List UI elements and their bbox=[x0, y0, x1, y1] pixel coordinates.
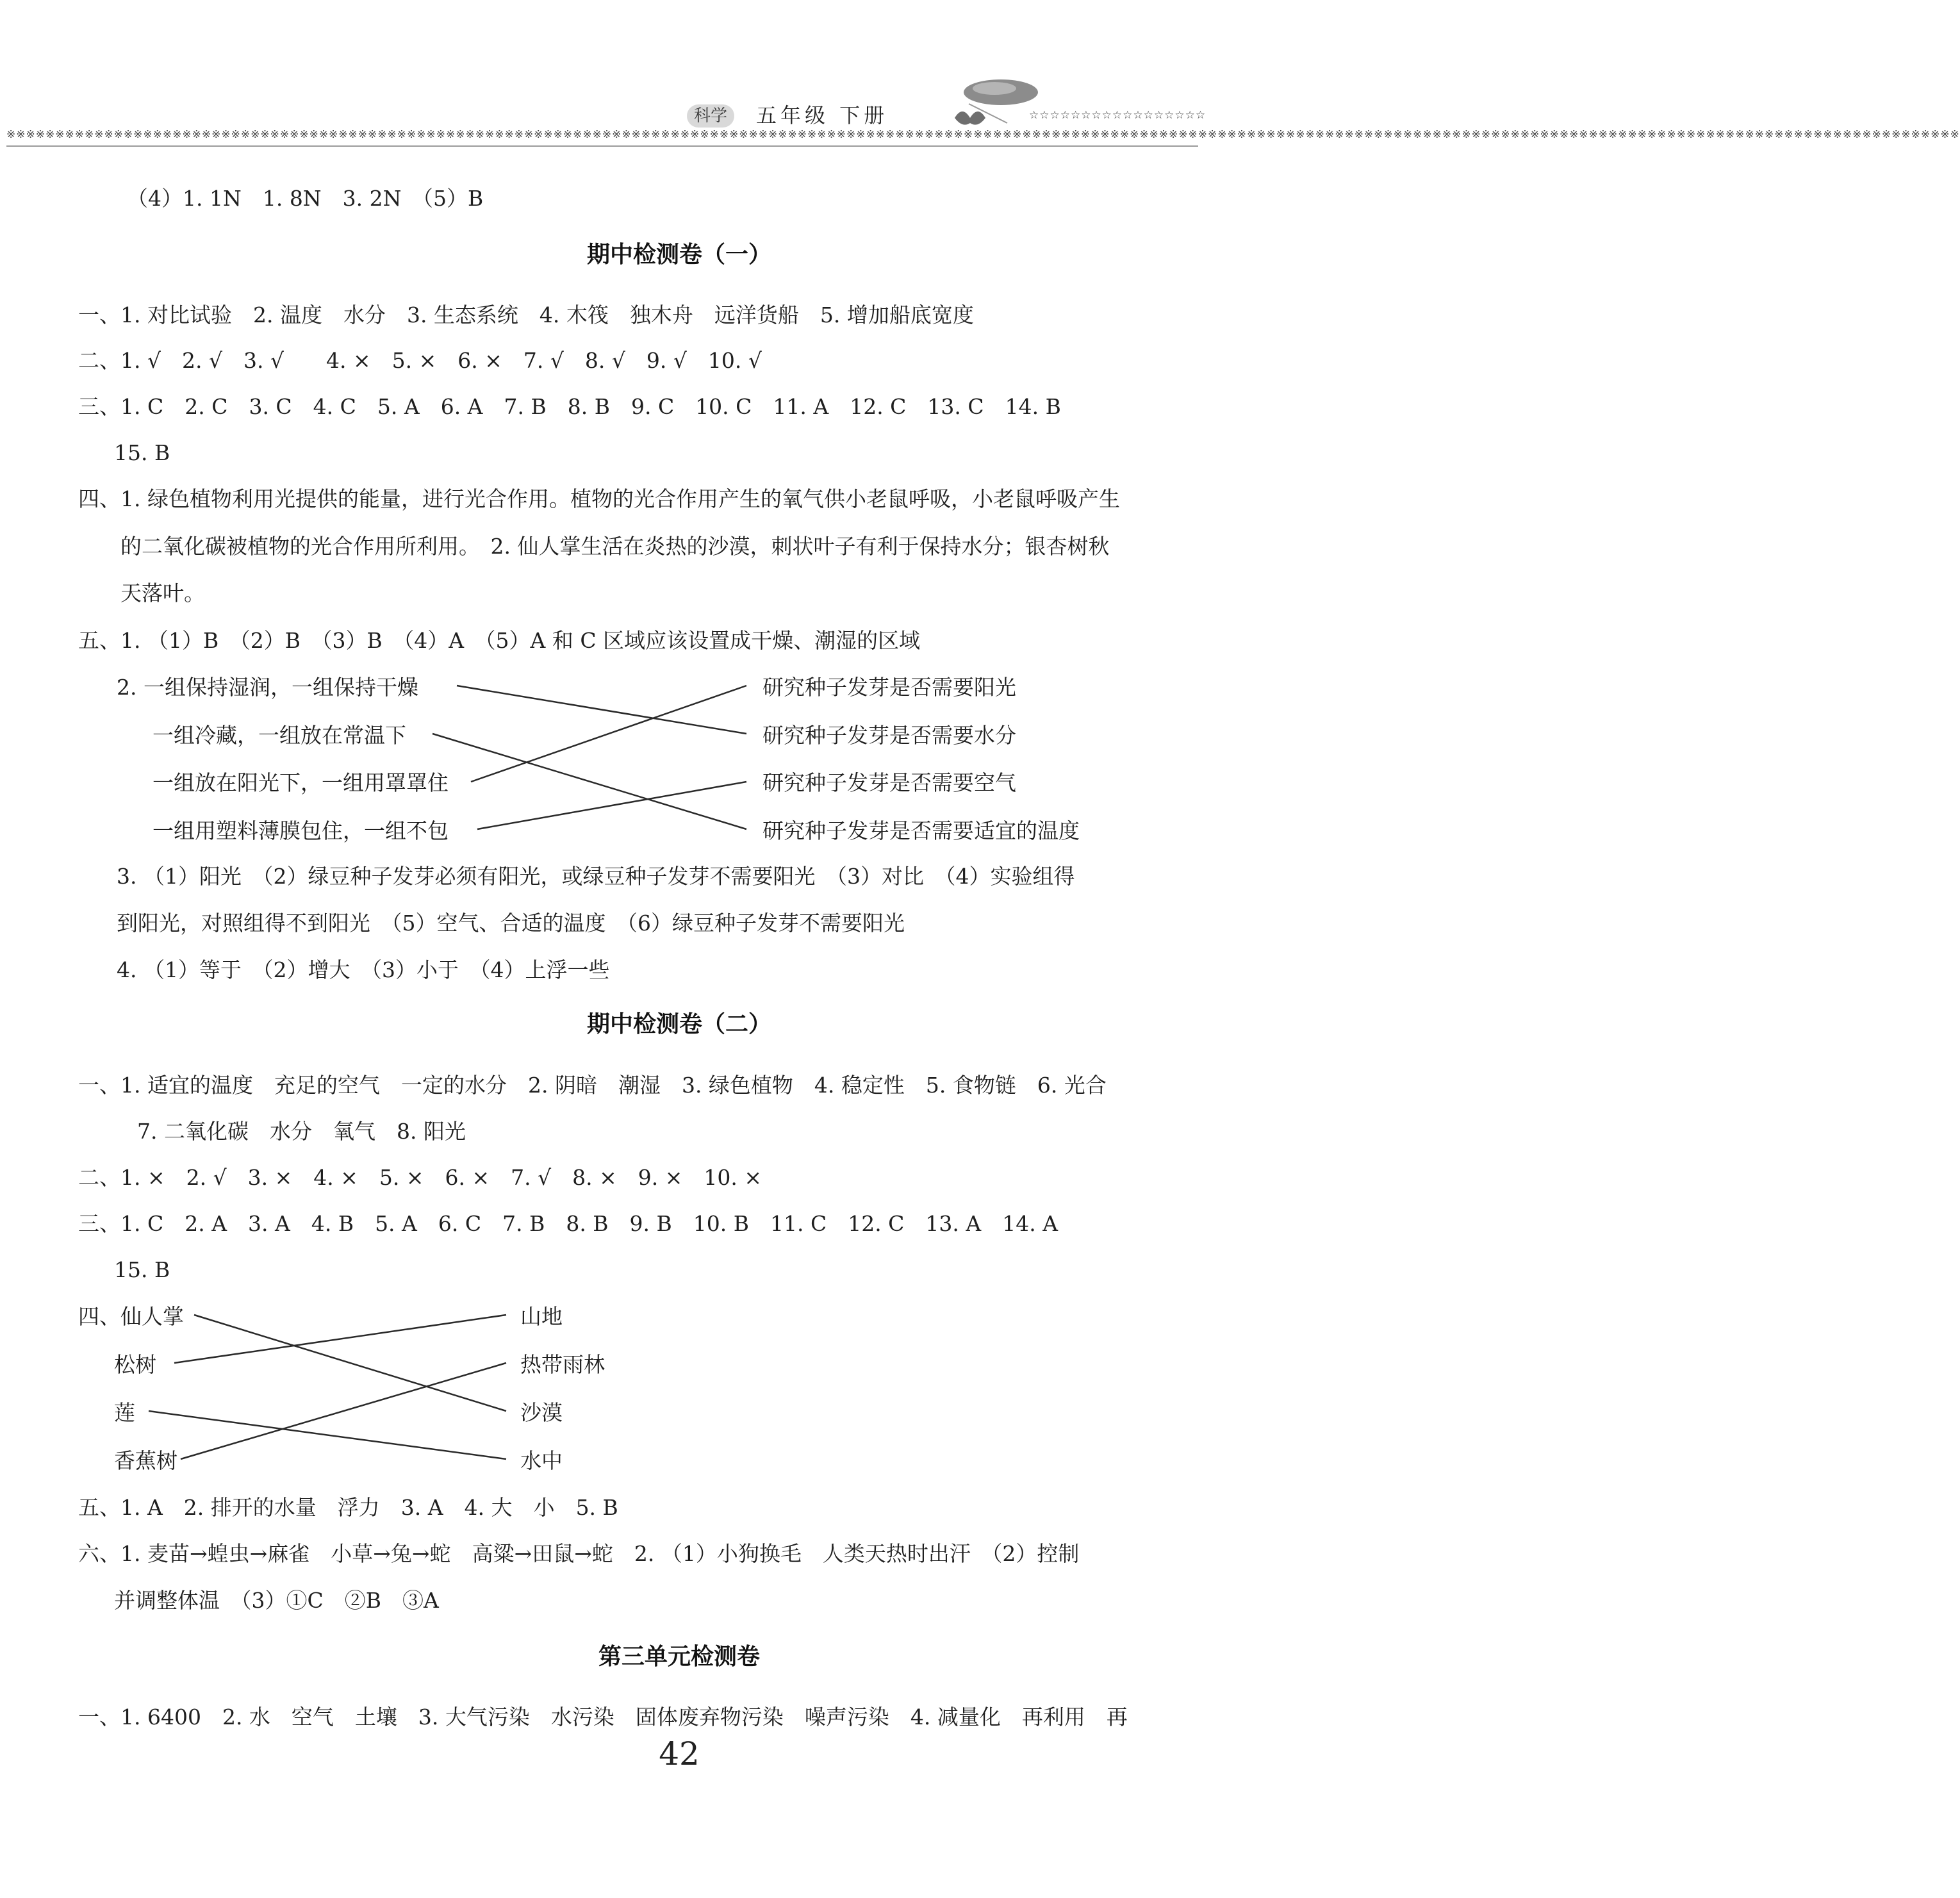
header-divider bbox=[6, 145, 1198, 147]
match-right-item: 研究种子发芽是否需要空气 bbox=[762, 770, 1016, 795]
match-left-item: 松树 bbox=[114, 1352, 156, 1377]
match-line bbox=[471, 686, 746, 782]
answer-line: 到阳光，对照组得不到阳光 （5）空气、合适的温度 （6）绿豆种子发芽不需要阳光 bbox=[117, 911, 905, 936]
answer-line: 的二氧化碳被植物的光合作用所利用。 2. 仙人掌生活在炎热的沙漠，刺状叶子有利于保持水分；银杏树秋 bbox=[120, 534, 1110, 559]
match-line bbox=[181, 1363, 506, 1459]
match-right-item: 水中 bbox=[520, 1448, 563, 1473]
answer-line: 15. B bbox=[114, 440, 170, 465]
answer-line: 3. （1）阳光 （2）绿豆种子发芽必须有阳光，或绿豆种子发芽不需要阳光 （3）对比 （4）实验组得 bbox=[117, 864, 1075, 889]
match-line bbox=[174, 1315, 506, 1363]
match-left-item: 香蕉树 bbox=[114, 1448, 177, 1473]
answer-line: 六、1. 麦苗→蝗虫→麻雀 小草→兔→蛇 高粱→田鼠→蛇 2. （1）小狗换毛 人类天热时出汗 （2）控制 bbox=[78, 1541, 1080, 1566]
match-line bbox=[149, 1411, 506, 1459]
header-star-row-right: ☆☆☆☆☆☆☆☆☆☆☆☆☆☆☆☆☆ bbox=[1029, 109, 1206, 122]
match-left-item: 一组放在阳光下，一组用罩罩住 bbox=[152, 770, 449, 795]
answer-line: 二、1. × 2. √ 3. × 4. × 5. × 6. × 7. √ 8. × 9. × 10. × bbox=[78, 1165, 762, 1190]
header-star-row: ※※※※※※※※※※※※※※※※※※※※※※※※※※※※※※※※※※※※※※※※※※※※※※※※※※※※※※※※※※※※※※※※※※※※※※※※※※※※※※※※※※※※※※※※※※※※※※※※※※※※※※※※※※※※※※※※※※※※※※※※※※※※※※※※※※※※※※※※※※※※※※※※※※※※※※※※※※※※※※※※※※※※※※※※※※※※※※※※※※※※※※※※※※※※※※※※※※※※※※※※ bbox=[6, 128, 1960, 141]
match-line bbox=[432, 734, 746, 829]
answer-line: 15. B bbox=[114, 1257, 170, 1282]
match-left-item: 2. 一组保持湿润，一组保持干燥 bbox=[117, 675, 418, 700]
answer-line: 三、1. C 2. A 3. A 4. B 5. A 6. C 7. B 8. B 9. B 10. B 11. C 12. C 13. A 14. A bbox=[78, 1211, 1058, 1236]
match-line bbox=[457, 686, 746, 734]
match-line bbox=[194, 1315, 506, 1411]
answer-line: 四、1. 绿色植物利用光提供的能量，进行光合作用。植物的光合作用产生的氧气供小老鼠呼吸，小老鼠呼吸产生 bbox=[78, 486, 1120, 511]
section-title-midterm-2: 期中检测卷（二） bbox=[586, 1011, 771, 1037]
match-left-item: 一组冷藏，一组放在常温下 bbox=[152, 723, 406, 748]
answer-line: 二、1. √ 2. √ 3. √ 4. × 5. × 6. × 7. √ 8. √ 9. √ 10. √ bbox=[78, 348, 762, 373]
match-right-item: 沙漠 bbox=[520, 1400, 563, 1425]
answer-line: 五、1. （1）B （2）B （3）B （4）A （5）A 和 C 区域应该设置成干燥、潮湿的区域 bbox=[78, 628, 921, 653]
answer-line: 天落叶。 bbox=[120, 581, 205, 606]
match-right-item: 研究种子发芽是否需要适宜的温度 bbox=[762, 818, 1080, 843]
answer-line: 一、1. 对比试验 2. 温度 水分 3. 生态系统 4. 木筏 独木舟 远洋货船 5. 增加船底宽度 bbox=[78, 302, 974, 327]
answer-line: 五、1. A 2. 排开的水量 浮力 3. A 4. 大 小 5. B bbox=[78, 1495, 618, 1520]
match-right-item: 研究种子发芽是否需要水分 bbox=[762, 723, 1016, 748]
match-line bbox=[477, 782, 746, 829]
match-left-item: 一组用塑料薄膜包住，一组不包 bbox=[152, 818, 449, 843]
answer-line: 4. （1）等于 （2）增大 （3）小于 （4）上浮一些 bbox=[117, 957, 610, 982]
page-number: 42 bbox=[659, 1735, 700, 1772]
answer-line: 三、1. C 2. C 3. C 4. C 5. A 6. A 7. B 8. B 9. C 10. C 11. A 12. C 13. C 14. B bbox=[78, 394, 1061, 419]
answer-line: 并调整体温 （3）①C ②B ③A bbox=[114, 1588, 439, 1613]
answer-line: 一、1. 适宜的温度 充足的空气 一定的水分 2. 阴暗 潮湿 3. 绿色植物 4. 稳定性 5. 食物链 6. 光合 bbox=[78, 1073, 1107, 1098]
match-right-item: 热带雨林 bbox=[520, 1352, 605, 1377]
subject-badge: 科学 bbox=[687, 104, 734, 128]
match-right-item: 研究种子发芽是否需要阳光 bbox=[762, 675, 1016, 700]
answer-line: 7. 二氧化碳 水分 氧气 8. 阳光 bbox=[137, 1119, 466, 1144]
match-left-item: 四、仙人掌 bbox=[78, 1304, 184, 1329]
match-left-item: 莲 bbox=[114, 1400, 135, 1425]
section-title-unit-3: 第三单元检测卷 bbox=[598, 1644, 760, 1670]
answer-line: （4）1. 1N 1. 8N 3. 2N （5）B bbox=[127, 186, 484, 211]
match-right-item: 山地 bbox=[520, 1304, 563, 1329]
grade-label: 五年级 下册 bbox=[756, 103, 889, 128]
section-title-midterm-1: 期中检测卷（一） bbox=[586, 242, 771, 268]
answer-line: 一、1. 6400 2. 水 空气 土壤 3. 大气污染 水污染 固体废弃物污染 噪声污染 4. 减量化 再利用 再 bbox=[78, 1704, 1128, 1729]
